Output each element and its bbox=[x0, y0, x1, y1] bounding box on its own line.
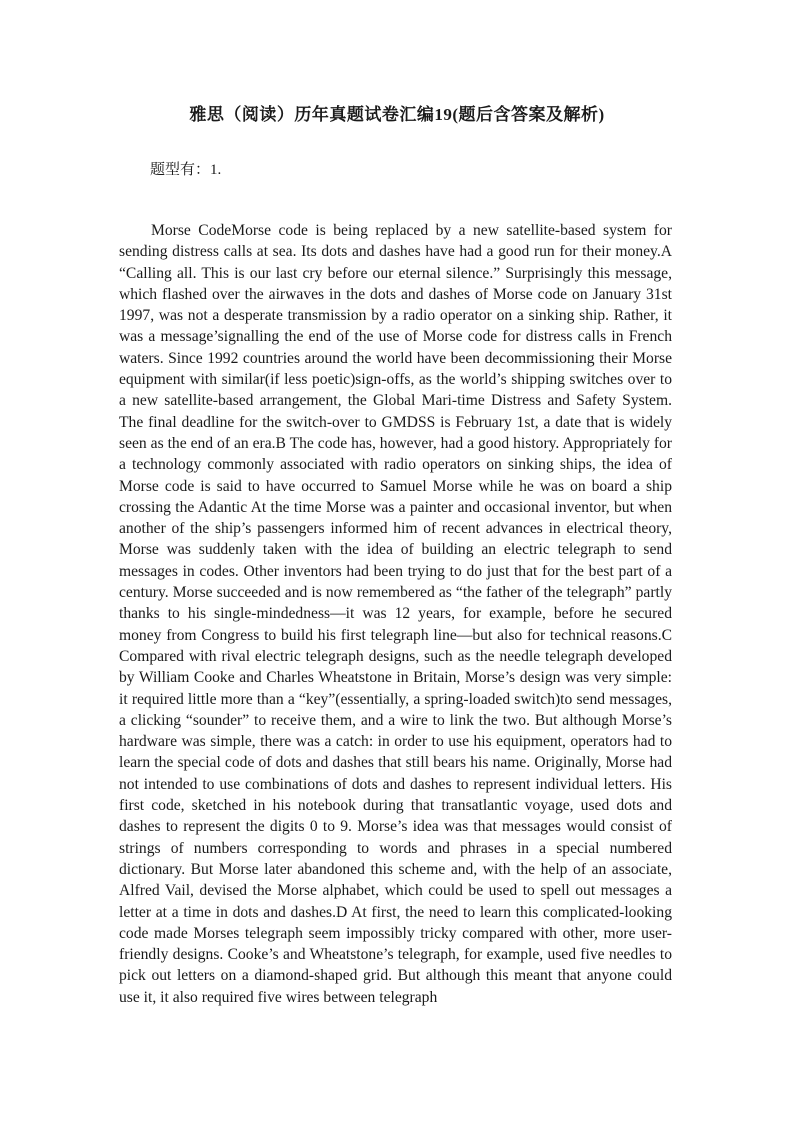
reading-passage: Morse CodeMorse code is being replaced by a new satellite-based system for sending distress calls at sea. Its dots and dashes have had a good run for their money.A “Calling all. This is our last cry before our eternal silence.” Surprisingly this message, which flashed over the airwaves in the dots and dashes of Morse code on January 31st 1997, was not a desperate transmission by a radio operator on a sinking ship. Rather, it was a message’signalling the end of the use of Morse code for distress calls in French waters. Since 1992 countries around the world have been decommissioning their Morse equipment with similar(if less poetic)sign-offs, as the world’s shipping switches over to a new satellite-based arrangement, the Global Mari-time Distress and Safety System. The final deadline for the switch-over to GMDSS is February 1st, a date that is widely seen as the end of an era.B The code has, however, had a good history. Appropriately for a technology commonly associated with radio operators on sinking ships, the idea of Morse code is said to have occurred to Samuel Morse while he was on board a ship crossing the Adantic At the time Morse was a painter and occasional inventor, but when another of the ship’s passengers informed him of recent advances in electrical theory, Morse was suddenly taken with the idea of building an electric telegraph to send messages in codes. Other inventors had been trying to do just that for the best part of a century. Morse succeeded and is now remembered as “the father of the telegraph” partly thanks to his single-mindedness—it was 12 years, for example, before he secured money from Congress to build his first telegraph line—but also for technical reasons.C Compared with rival electric telegraph designs, such as the needle telegraph developed by William Cooke and Charles Wheatstone in Britain, Morse’s design was very simple: it required little more than a “key”(essentially, a spring-loaded switch)to send messages, a clicking “sounder” to receive them, and a wire to link the two. But although Morse’s hardware was simple, there was a catch: in order to use his equipment, operators had to learn the special code of dots and dashes that still bears his name. Originally, Morse had not intended to use combinations of dots and dashes to represent individual letters. His first code, sketched in his notebook during that transatlantic voyage, used dots and dashes to represent the digits 0 to 9. Morse’s idea was that messages would consist of strings of numbers corresponding to words and phrases in a special numbered dictionary. But Morse later abandoned this scheme and, with the help of an associate, Alfred Vail, devised the Morse alphabet, which could be used to spell out messages a letter at a time in dots and dashes.D At first, the need to learn this complicated-looking code made Morses telegraph seem impossibly tricky compared with other, more user-friendly designs. Cooke’s and Wheatstone’s telegraph, for example, used five needles to pick out letters on a diamond-shaped grid. But although this meant that anyone could use it, it also required five wires between telegraph bbox=[119, 222, 672, 1006]
question-type-label: 题型有：1. bbox=[150, 162, 222, 178]
document-title: 雅思（阅读）历年真题试卷汇编19(题后含答案及解析) bbox=[189, 105, 605, 124]
